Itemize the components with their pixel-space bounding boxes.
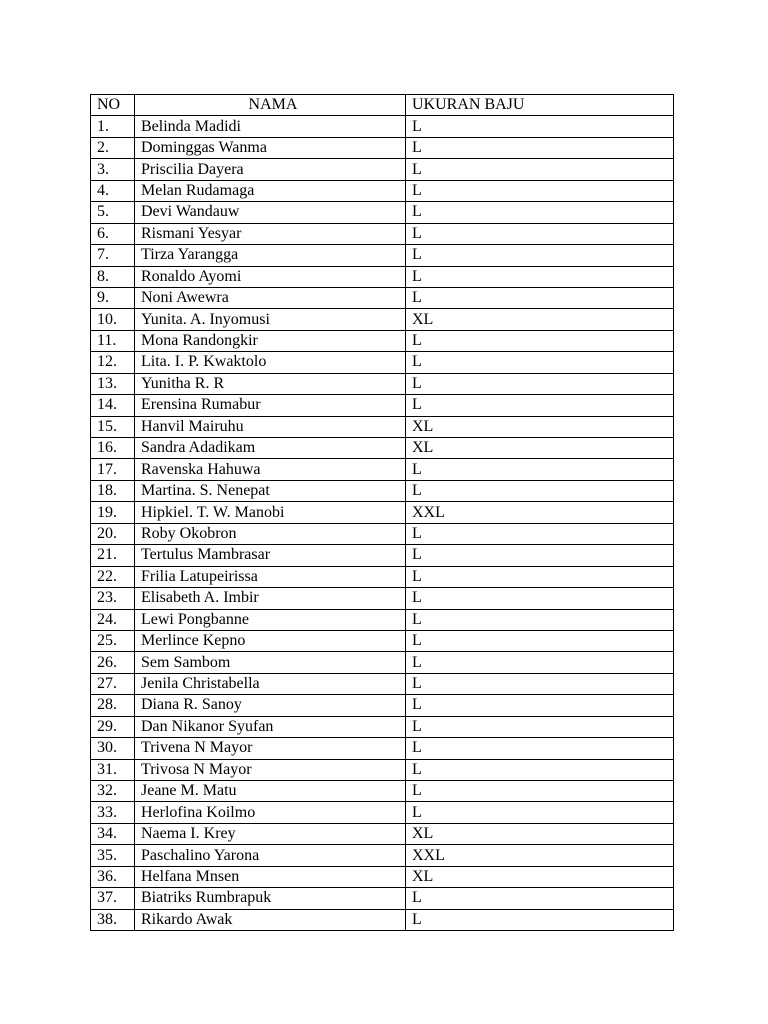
cell-name: Mona Randongkir [135, 330, 406, 351]
cell-no: 27. [91, 673, 135, 694]
cell-shirt-size: L [406, 695, 674, 716]
header-shirt-size: UKURAN BAJU [406, 95, 674, 116]
table-row [91, 330, 674, 351]
cell-name: Belinda Madidi [135, 116, 406, 137]
table-row [91, 738, 674, 759]
cell-name: Paschalino Yarona [135, 845, 406, 866]
cell-shirt-size: L [406, 245, 674, 266]
cell-no: 14. [91, 395, 135, 416]
cell-name: Elisabeth A. Imbir [135, 588, 406, 609]
table-row [91, 438, 674, 459]
table-body [91, 116, 674, 931]
cell-name: Jeane M. Matu [135, 781, 406, 802]
cell-name: Lita. I. P. Kwaktolo [135, 352, 406, 373]
cell-shirt-size: L [406, 588, 674, 609]
cell-shirt-size: L [406, 802, 674, 823]
cell-name: Naema I. Krey [135, 823, 406, 844]
table-row [91, 588, 674, 609]
cell-no: 7. [91, 245, 135, 266]
cell-shirt-size: L [406, 287, 674, 308]
cell-name: Martina. S. Nenepat [135, 480, 406, 501]
cell-no: 37. [91, 888, 135, 909]
cell-no: 10. [91, 309, 135, 330]
cell-shirt-size: L [406, 373, 674, 394]
cell-name: Dominggas Wanma [135, 137, 406, 158]
cell-no: 16. [91, 438, 135, 459]
cell-name: Sandra Adadikam [135, 438, 406, 459]
table-row [91, 223, 674, 244]
cell-shirt-size: L [406, 137, 674, 158]
header-no: NO [91, 95, 135, 116]
table-row [91, 609, 674, 630]
cell-shirt-size: L [406, 159, 674, 180]
table-row [91, 823, 674, 844]
cell-no: 30. [91, 738, 135, 759]
cell-no: 3. [91, 159, 135, 180]
cell-no: 6. [91, 223, 135, 244]
cell-shirt-size: XXL [406, 502, 674, 523]
cell-no: 13. [91, 373, 135, 394]
table-row [91, 759, 674, 780]
cell-name: Hipkiel. T. W. Manobi [135, 502, 406, 523]
cell-name: Tirza Yarangga [135, 245, 406, 266]
table-row [91, 373, 674, 394]
cell-shirt-size: L [406, 395, 674, 416]
table-row [91, 673, 674, 694]
cell-no: 29. [91, 716, 135, 737]
cell-shirt-size: L [406, 909, 674, 930]
table-row [91, 180, 674, 201]
cell-no: 12. [91, 352, 135, 373]
cell-shirt-size: L [406, 116, 674, 137]
cell-shirt-size: XXL [406, 845, 674, 866]
table-row [91, 309, 674, 330]
cell-no: 5. [91, 202, 135, 223]
cell-shirt-size: XL [406, 438, 674, 459]
cell-name: Hanvil Mairuhu [135, 416, 406, 437]
cell-no: 19. [91, 502, 135, 523]
cell-shirt-size: L [406, 716, 674, 737]
cell-shirt-size: L [406, 630, 674, 651]
table-row [91, 845, 674, 866]
table-row [91, 116, 674, 137]
cell-shirt-size: L [406, 781, 674, 802]
cell-shirt-size: XL [406, 309, 674, 330]
cell-no: 31. [91, 759, 135, 780]
cell-no: 32. [91, 781, 135, 802]
cell-name: Diana R. Sanoy [135, 695, 406, 716]
table-row [91, 802, 674, 823]
cell-name: Frilia Latupeirissa [135, 566, 406, 587]
table-row [91, 545, 674, 566]
cell-name: Rikardo Awak [135, 909, 406, 930]
table-header [91, 95, 674, 116]
cell-no: 17. [91, 459, 135, 480]
cell-shirt-size: L [406, 352, 674, 373]
cell-no: 8. [91, 266, 135, 287]
cell-shirt-size: L [406, 759, 674, 780]
cell-no: 35. [91, 845, 135, 866]
table-row [91, 716, 674, 737]
cell-no: 25. [91, 630, 135, 651]
cell-shirt-size: L [406, 652, 674, 673]
cell-shirt-size: L [406, 523, 674, 544]
table-row [91, 502, 674, 523]
cell-name: Helfana Mnsen [135, 866, 406, 887]
cell-no: 23. [91, 588, 135, 609]
cell-name: Trivena N Mayor [135, 738, 406, 759]
cell-shirt-size: XL [406, 823, 674, 844]
cell-name: Trivosa N Mayor [135, 759, 406, 780]
cell-shirt-size: L [406, 738, 674, 759]
cell-name: Dan Nikanor Syufan [135, 716, 406, 737]
cell-name: Jenila Christabella [135, 673, 406, 694]
table-row [91, 652, 674, 673]
cell-no: 20. [91, 523, 135, 544]
cell-name: Yunita. A. Inyomusi [135, 309, 406, 330]
cell-shirt-size: L [406, 459, 674, 480]
cell-shirt-size: L [406, 609, 674, 630]
table-row [91, 202, 674, 223]
cell-shirt-size: L [406, 673, 674, 694]
cell-no: 21. [91, 545, 135, 566]
table-row [91, 480, 674, 501]
table-row [91, 159, 674, 180]
table-row [91, 695, 674, 716]
cell-shirt-size: L [406, 480, 674, 501]
cell-no: 28. [91, 695, 135, 716]
table-row [91, 459, 674, 480]
table-row [91, 137, 674, 158]
cell-name: Melan Rudamaga [135, 180, 406, 201]
cell-name: Ronaldo Ayomi [135, 266, 406, 287]
cell-no: 1. [91, 116, 135, 137]
cell-no: 38. [91, 909, 135, 930]
cell-no: 4. [91, 180, 135, 201]
cell-no: 24. [91, 609, 135, 630]
cell-shirt-size: L [406, 566, 674, 587]
cell-no: 2. [91, 137, 135, 158]
table-row [91, 395, 674, 416]
shirt-size-table [90, 94, 674, 931]
cell-name: Noni Awewra [135, 287, 406, 308]
cell-no: 11. [91, 330, 135, 351]
cell-no: 26. [91, 652, 135, 673]
table-row [91, 781, 674, 802]
cell-shirt-size: L [406, 223, 674, 244]
cell-name: Devi Wandauw [135, 202, 406, 223]
cell-name: Yunitha R. R [135, 373, 406, 394]
cell-name: Lewi Pongbanne [135, 609, 406, 630]
table-row [91, 352, 674, 373]
cell-shirt-size: L [406, 888, 674, 909]
cell-name: Sem Sambom [135, 652, 406, 673]
cell-shirt-size: XL [406, 866, 674, 887]
cell-no: 15. [91, 416, 135, 437]
cell-name: Rismani Yesyar [135, 223, 406, 244]
table-row [91, 630, 674, 651]
cell-shirt-size: L [406, 202, 674, 223]
header-name: NAMA [135, 95, 406, 116]
cell-no: 33. [91, 802, 135, 823]
table-row [91, 266, 674, 287]
table-row [91, 523, 674, 544]
cell-name: Priscilia Dayera [135, 159, 406, 180]
cell-no: 34. [91, 823, 135, 844]
cell-name: Roby Okobron [135, 523, 406, 544]
cell-name: Tertulus Mambrasar [135, 545, 406, 566]
cell-no: 22. [91, 566, 135, 587]
table-row [91, 909, 674, 930]
cell-shirt-size: XL [406, 416, 674, 437]
cell-shirt-size: L [406, 180, 674, 201]
table-row [91, 416, 674, 437]
cell-name: Merlince Kepno [135, 630, 406, 651]
cell-name: Erensina Rumabur [135, 395, 406, 416]
table-row [91, 888, 674, 909]
cell-name: Biatriks Rumbrapuk [135, 888, 406, 909]
cell-shirt-size: L [406, 545, 674, 566]
table-row [91, 245, 674, 266]
cell-name: Herlofina Koilmo [135, 802, 406, 823]
header-row [91, 95, 674, 116]
cell-no: 18. [91, 480, 135, 501]
cell-no: 36. [91, 866, 135, 887]
cell-shirt-size: L [406, 266, 674, 287]
table-row [91, 287, 674, 308]
cell-no: 9. [91, 287, 135, 308]
cell-shirt-size: L [406, 330, 674, 351]
table-row [91, 866, 674, 887]
cell-name: Ravenska Hahuwa [135, 459, 406, 480]
table-row [91, 566, 674, 587]
